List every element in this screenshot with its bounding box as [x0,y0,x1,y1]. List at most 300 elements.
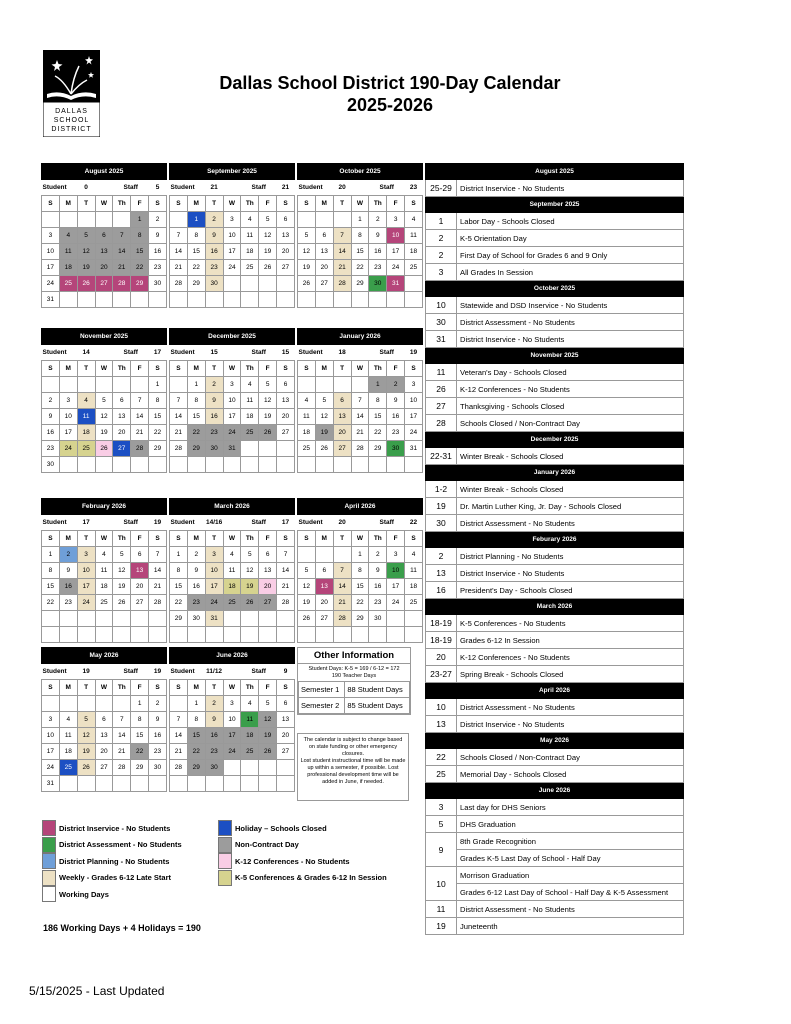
day-cell: 28 [170,441,188,457]
weekday-header: Th [241,680,259,696]
event-row [426,582,684,599]
legend-swatch [218,820,232,836]
event-text: District Inservice - No Students [457,716,684,733]
event-row [426,364,684,381]
day-cell [131,377,149,393]
event-text: Thanksgiving - Schools Closed [457,398,684,415]
event-row [426,565,684,582]
other-information-title: Other Information [298,648,410,664]
day-cell: 18 [95,579,113,595]
day-cell [131,292,149,308]
day-cell [170,627,188,643]
day-cell: 7 [170,393,188,409]
day-cell: 1 [42,547,60,563]
day-cell: 1 [369,377,387,393]
weekday-header: M [315,361,333,377]
day-cell: 7 [170,712,188,728]
event-text: Winter Break - Schools Closed [457,481,684,498]
day-cell [95,776,113,792]
staff-label: Staff [113,345,149,361]
day-cell [298,212,316,228]
event-section-header [426,599,684,615]
day-cell: 16 [205,409,223,425]
day-cell: 16 [149,728,167,744]
staff-label: Staff [241,180,277,196]
week-row [42,744,167,760]
week-row [170,393,295,409]
day-cell: 7 [333,563,351,579]
day-cell: 7 [113,712,131,728]
week-row [298,292,423,308]
event-row [426,799,684,816]
event-date: 2 [426,247,457,264]
weekday-header: S [405,531,423,547]
legend-swatch [42,820,56,836]
day-cell: 9 [187,563,205,579]
weekday-header: S [170,531,188,547]
day-cell: 19 [315,425,333,441]
event-date: 31 [426,331,457,348]
month-grid [169,328,295,473]
day-cell: 18 [223,579,241,595]
event-date: 1-2 [426,481,457,498]
day-cell: 25 [59,276,77,292]
day-cell: 12 [77,244,95,260]
week-row [170,212,295,228]
event-date: 26 [426,381,457,398]
weekday-header: W [95,196,113,212]
day-cell: 27 [277,260,295,276]
day-cell: 4 [95,547,113,563]
weekday-header: T [205,680,223,696]
week-row [42,260,167,276]
event-text: Statewide and DSD Inservice - No Students [457,297,684,314]
day-cell [369,457,387,473]
day-cell: 30 [205,441,223,457]
week-row [170,712,295,728]
day-cell: 13 [95,728,113,744]
day-cell [59,776,77,792]
day-cell: 11 [59,244,77,260]
week-row [298,611,423,627]
week-row [170,728,295,744]
day-cell: 31 [42,776,60,792]
day-cell: 21 [351,425,369,441]
day-cell: 6 [333,393,351,409]
event-row [426,716,684,733]
day-cell: 6 [113,393,131,409]
day-cell [241,760,259,776]
day-cell [205,292,223,308]
event-month: June 2026 [426,783,684,799]
week-row [170,776,295,792]
weekday-header: Th [369,531,387,547]
event-date: 1 [426,213,457,230]
day-cell: 6 [277,377,295,393]
day-cell [170,377,188,393]
weekday-header: Th [113,196,131,212]
week-row [170,744,295,760]
day-cell: 11 [241,712,259,728]
legend-item [218,837,299,853]
day-cell: 11 [241,393,259,409]
event-text: Grades 6-12 In Session [457,632,684,649]
day-cell [277,776,295,792]
day-cell: 21 [170,744,188,760]
day-cell [298,547,316,563]
event-month: September 2025 [426,197,684,213]
day-cell: 11 [95,563,113,579]
event-text: District Inservice - No Students [457,180,684,197]
day-cell: 13 [131,563,149,579]
week-row [42,595,167,611]
day-cell [77,627,95,643]
day-cell: 4 [241,212,259,228]
day-cell: 25 [405,260,423,276]
month-title: August 2025 [42,164,167,180]
week-row [42,276,167,292]
student-count: 17 [77,515,95,531]
day-cell: 3 [223,212,241,228]
day-cell [95,696,113,712]
event-date: 13 [426,716,457,733]
month-title: October 2025 [298,164,423,180]
day-cell: 7 [277,547,295,563]
day-cell: 20 [315,260,333,276]
day-cell: 15 [131,244,149,260]
legend-label: Weekly - Grades 6-12 Late Start [59,873,171,882]
event-date: 19 [426,918,457,935]
day-cell [405,292,423,308]
day-cell: 10 [205,563,223,579]
day-cell [42,212,60,228]
weekday-header: F [131,680,149,696]
legend-label: District Inservice - No Students [59,823,171,833]
district-logo [43,50,100,137]
weekday-header: S [170,680,188,696]
week-row [170,760,295,776]
day-cell: 18 [241,728,259,744]
weekday-header: S [277,196,295,212]
day-cell: 26 [259,744,277,760]
event-row [426,247,684,264]
staff-label: Staff [241,345,277,361]
weekday-header: T [77,680,95,696]
day-cell: 22 [351,260,369,276]
day-cell [387,292,405,308]
day-cell [223,627,241,643]
day-cell: 28 [170,760,188,776]
day-cell: 4 [241,377,259,393]
event-date: 11 [426,364,457,381]
day-cell: 11 [405,228,423,244]
day-cell [131,627,149,643]
student-label: Student [42,345,78,361]
day-cell [77,611,95,627]
day-cell [387,627,405,643]
day-cell: 5 [259,212,277,228]
day-cell: 18 [405,579,423,595]
day-cell [298,292,316,308]
day-cell: 29 [149,441,167,457]
day-cell: 7 [149,547,167,563]
week-row [170,547,295,563]
student-label: Student [42,515,78,531]
student-count: 19 [77,664,95,680]
week-row [170,611,295,627]
month-calendar [169,163,295,308]
staff-count: 5 [149,180,167,196]
day-cell: 14 [170,409,188,425]
day-cell: 6 [95,228,113,244]
day-cell: 15 [351,579,369,595]
day-cell [187,292,205,308]
day-cell: 12 [77,728,95,744]
day-cell [259,760,277,776]
day-cell: 14 [333,579,351,595]
weekday-header: F [131,531,149,547]
day-cell: 19 [298,595,316,611]
day-cell: 28 [277,595,295,611]
day-cell: 21 [113,744,131,760]
day-cell: 13 [333,409,351,425]
day-cell [223,776,241,792]
event-section-header [426,281,684,297]
day-cell: 29 [187,441,205,457]
day-cell: 1 [351,212,369,228]
month-grid [297,163,423,308]
event-section-header [426,164,684,180]
day-cell [315,457,333,473]
student-label: Student [170,345,206,361]
weekday-header: Th [113,361,131,377]
day-cell: 16 [205,728,223,744]
weekday-header: M [59,531,77,547]
staff-label: Staff [241,664,277,680]
day-cell: 24 [205,595,223,611]
event-section-header [426,197,684,213]
day-cell: 7 [333,228,351,244]
day-cell [298,377,316,393]
event-month: Feburary 2026 [426,532,684,548]
day-cell [95,627,113,643]
day-cell [113,627,131,643]
day-cell: 30 [42,457,60,473]
day-cell: 28 [131,441,149,457]
day-cell: 2 [387,377,405,393]
day-cell: 23 [205,744,223,760]
event-row [426,548,684,565]
event-row [426,615,684,632]
weekday-header: W [223,196,241,212]
week-row [298,457,423,473]
day-cell [315,212,333,228]
legend-label: Non-Contract Day [235,840,299,849]
day-cell: 10 [77,563,95,579]
day-cell: 18 [298,425,316,441]
event-date: 18-19 [426,632,457,649]
legend-swatch [218,837,232,853]
day-cell: 15 [170,579,188,595]
day-cell [351,292,369,308]
weekday-header: S [277,680,295,696]
event-text: Labor Day - Schools Closed [457,213,684,230]
week-row [298,276,423,292]
day-cell: 12 [95,409,113,425]
event-text: District Assessment - No Students [457,699,684,716]
event-text: Schools Closed / Non-Contract Day [457,749,684,766]
weekday-header: S [277,361,295,377]
day-cell [170,457,188,473]
day-cell: 1 [131,696,149,712]
day-cell [170,776,188,792]
day-cell: 6 [277,696,295,712]
weekday-header: Th [241,531,259,547]
event-month: October 2025 [426,281,684,297]
staff-count: 21 [277,180,295,196]
day-cell [241,457,259,473]
student-label: Student [298,515,334,531]
day-cell: 25 [95,595,113,611]
day-cell [149,457,167,473]
day-cell: 17 [387,244,405,260]
staff-count: 19 [149,664,167,680]
day-cell: 23 [42,441,60,457]
day-cell: 19 [259,409,277,425]
student-count: 14/16 [205,515,223,531]
day-cell: 30 [187,611,205,627]
day-cell: 4 [405,212,423,228]
day-cell: 30 [205,760,223,776]
event-text: Schools Closed / Non-Contract Day [457,415,684,432]
event-text: District Inservice - No Students [457,331,684,348]
event-date: 9 [426,833,457,867]
day-cell: 19 [259,728,277,744]
week-row [42,425,167,441]
weekday-header: S [298,196,316,212]
weekday-header: T [205,361,223,377]
month-title: December 2025 [170,329,295,345]
day-cell [369,627,387,643]
day-cell: 9 [149,712,167,728]
day-cell: 30 [149,276,167,292]
month-title: May 2026 [42,648,167,664]
day-cell [277,292,295,308]
month-title: April 2026 [298,499,423,515]
day-cell: 19 [77,744,95,760]
week-row [170,377,295,393]
day-cell: 5 [315,393,333,409]
day-cell: 18 [77,425,95,441]
event-month: November 2025 [426,348,684,364]
weekday-header: S [149,196,167,212]
week-row [298,579,423,595]
day-cell [131,776,149,792]
week-row [42,457,167,473]
day-cell: 20 [259,579,277,595]
day-cell: 9 [387,393,405,409]
staff-count: 9 [277,664,295,680]
day-cell [298,457,316,473]
events-list [425,163,684,935]
event-row [426,331,684,348]
day-cell: 16 [42,425,60,441]
day-cell: 17 [223,728,241,744]
week-row [42,696,167,712]
day-cell: 5 [241,547,259,563]
staff-label: Staff [369,180,405,196]
day-cell: 23 [205,425,223,441]
legend-swatch [42,837,56,853]
day-cell [113,611,131,627]
day-cell: 8 [131,228,149,244]
day-cell: 17 [77,579,95,595]
day-cell: 19 [113,579,131,595]
day-cell [223,611,241,627]
week-row [42,547,167,563]
semester-days: 88 Student Days [345,682,410,698]
week-row [298,260,423,276]
event-section-header [426,733,684,749]
day-cell: 19 [298,260,316,276]
day-cell [277,457,295,473]
day-cell: 16 [205,244,223,260]
logo-text-3: DISTRICT [51,126,92,133]
day-cell [351,377,369,393]
event-text: Juneteenth [457,918,684,935]
event-text: Winter Break - Schools Closed [457,448,684,465]
day-cell [333,457,351,473]
student-count: 14 [77,345,95,361]
day-cell [77,457,95,473]
day-cell: 18 [241,244,259,260]
staff-count: 22 [405,515,423,531]
month-calendar [297,163,423,308]
day-cell: 27 [315,276,333,292]
week-row [42,212,167,228]
weekday-header: Th [241,196,259,212]
day-cell: 27 [277,425,295,441]
day-cell [187,776,205,792]
day-cell: 14 [170,244,188,260]
day-cell: 26 [315,441,333,457]
event-date: 25 [426,766,457,783]
day-cell [149,611,167,627]
day-cell: 21 [113,260,131,276]
weekday-header: M [59,361,77,377]
day-cell: 1 [351,547,369,563]
weekday-header: W [223,680,241,696]
student-count: 21 [205,180,223,196]
day-cell: 2 [42,393,60,409]
day-cell: 29 [351,276,369,292]
day-cell: 17 [42,260,60,276]
day-cell [77,377,95,393]
day-cell [170,696,188,712]
event-text: Morrison Graduation [457,867,684,884]
week-row [170,563,295,579]
student-label: Student [170,664,206,680]
day-cell: 16 [59,579,77,595]
day-cell [369,292,387,308]
day-cell: 12 [113,563,131,579]
day-cell [277,760,295,776]
day-cell: 9 [205,393,223,409]
day-cell [223,760,241,776]
week-row [298,563,423,579]
month-calendar [41,498,167,643]
event-row [426,699,684,716]
